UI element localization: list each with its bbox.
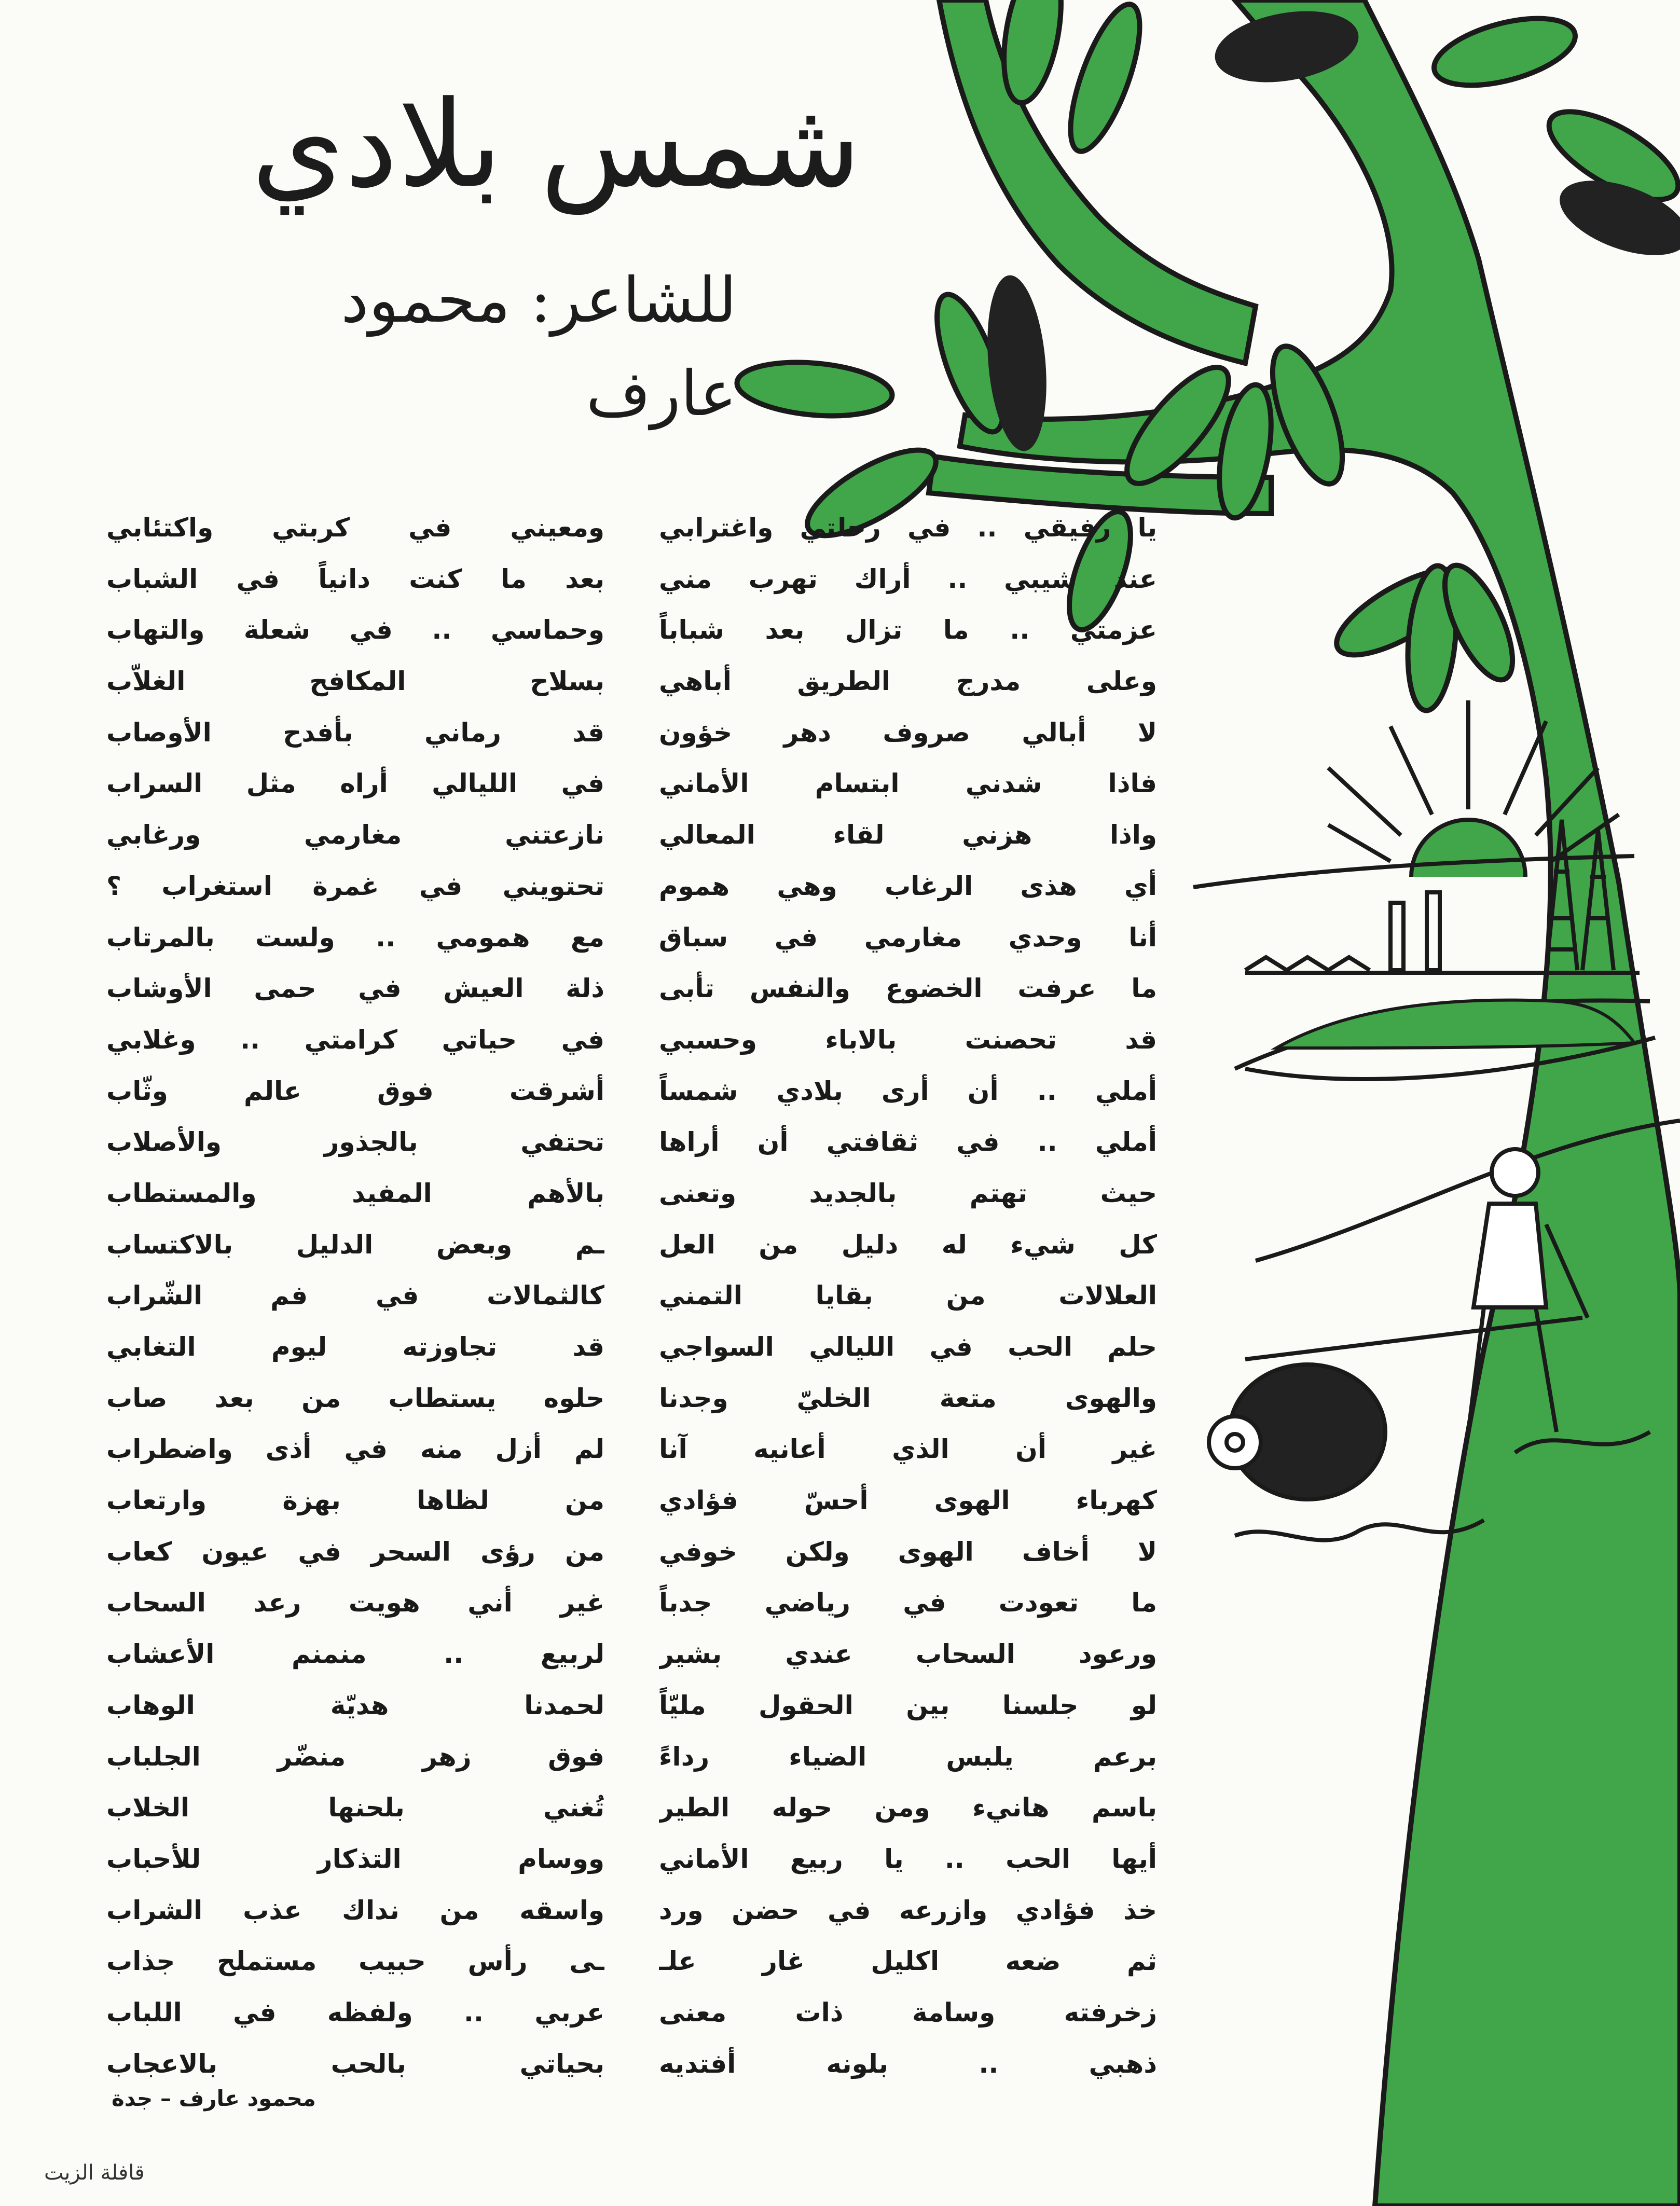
verse-line: فوق زهر منضّر الجلباب [106, 1741, 604, 1772]
verse-line: من لظاها بهزة وارتعاب [106, 1485, 604, 1516]
poem-column-right [659, 502, 1157, 2089]
verse-line: حلم الحب في الليالي السواجي [659, 1332, 1157, 1362]
verse-line: أشرقت فوق عالم وثّاب [106, 1076, 604, 1106]
verse-line: ـى رأس حبيب مستملح جذاب [106, 1946, 604, 1977]
verse-line: كهرباء الهوى أحسّ فؤادي [659, 1485, 1157, 1516]
verse-line: واذا هزني لقاء المعالي [659, 820, 1157, 850]
verse-line: وعلى مدرج الطريق أباهي [659, 666, 1157, 697]
verse-line: لم أزل منه في أذى واضطراب [106, 1434, 604, 1465]
verse-line: في الليالي أراه مثل السراب [106, 768, 604, 799]
verse-line: لو جلسنا بين الحقول مليّاً [659, 1690, 1157, 1720]
verse-line: ذهبي .. بلونه أفتديه [659, 2048, 1157, 2079]
verse-line: لحمدنا هديّة الوهاب [106, 1690, 604, 1720]
verse-line: كل شيء له دليل من العل [659, 1229, 1157, 1260]
verse-line: كالثمالات في فم الشّراب [106, 1280, 604, 1311]
verse-line: بعد ما كنت دانياً في الشباب [106, 563, 604, 594]
verse-line: ما تعودت في رياضي جدباً [659, 1588, 1157, 1618]
verse-line: وحماسي .. في شعلة والتهاب [106, 615, 604, 645]
verse-line: عزمتي .. ما تزال بعد شباباً [659, 615, 1157, 645]
verse-line: غير أن الذي أعانيه آنا [659, 1434, 1157, 1465]
verse-line: تحتفي بالجذور والأصلاب [106, 1127, 604, 1157]
verse-line: واسقه من نداك عذب الشراب [106, 1895, 604, 1925]
verse-line: لربيع .. منمنم الأعشاب [106, 1639, 604, 1670]
verse-line: حيث تهتم بالجديد وتعنى [659, 1178, 1157, 1208]
verse-line: قد رماني بأفدح الأوصاب [106, 717, 604, 748]
magazine-footer: قافلة الزيت [44, 2161, 145, 2185]
verse-line: تحتويني في غمرة استغراب ؟ [106, 871, 604, 901]
verse-line: من رؤى السحر في عيون كعاب [106, 1536, 604, 1567]
verse-line: ثم ضعه اكليل غار علـ [659, 1946, 1157, 1977]
verse-line: والهوى متعة الخليّ وجدنا [659, 1383, 1157, 1413]
verse-line: زخرفته وسامة ذات معنى [659, 1997, 1157, 2028]
verse-line: بالأهم المفيد والمستطاب [106, 1178, 604, 1208]
verse-line: حلوه يستطاب من بعد صاب [106, 1383, 604, 1413]
verse-line: عربي .. ولفظه في اللباب [106, 1997, 604, 2028]
verse-line: بسلاح المكافح الغلاّب [106, 666, 604, 697]
verse-line: عند شيبي .. أراك تهرب مني [659, 563, 1157, 594]
verse-line: أملي .. أن أرى بلادي شمساً [659, 1076, 1157, 1106]
verse-line: فاذا شدني ابتسام الأماني [659, 768, 1157, 799]
verse-line: خذ فؤادي وازرعه في حضن ورد [659, 1895, 1157, 1925]
verse-line: مع همومي .. ولست بالمرتاب [106, 922, 604, 953]
poet-byline: للشاعر: محمود عارف [341, 265, 737, 430]
verse-line: تُغني بلحنها الخلاب [106, 1793, 604, 1823]
verse-line: في حياتي كرامتي .. وغلابي [106, 1024, 604, 1055]
verse-line: غير أني هويت رعد السحاب [106, 1588, 604, 1618]
verse-line: أي هذى الرغاب وهي هموم [659, 871, 1157, 901]
poem-column-left [106, 502, 604, 2089]
verse-line: ـم وبعض الدليل بالاكتساب [106, 1229, 604, 1260]
verse-line: أيها الحب .. يا ربيع الأماني [659, 1843, 1157, 1874]
verse-line: نازعتني مغارمي ورغابي [106, 820, 604, 850]
verse-line: لا أبالي صروف دهر خؤون [659, 717, 1157, 748]
author-signature: محمود عارف – جدة [112, 2086, 316, 2111]
verse-line: العلالات من بقايا التمني [659, 1280, 1157, 1311]
verse-line: برعم يلبس الضياء رداءً [659, 1741, 1157, 1772]
verse-line: قد تحصنت بالاباء وحسبي [659, 1024, 1157, 1055]
verse-line: لا أخاف الهوى ولكن خوفي [659, 1536, 1157, 1567]
verse-line: باسم هانيء ومن حوله الطير [659, 1793, 1157, 1823]
verse-line: ومعيني في كربتي واكتئابي [106, 513, 604, 543]
verse-line: أنا وحدي مغارمي في سباق [659, 922, 1157, 953]
verse-line: يا رفيقي .. في رحلتي واغترابي [659, 513, 1157, 543]
palm-grove-icon [1276, 1000, 1634, 1048]
verse-line: ما عرفت الخضوع والنفس تأبى [659, 973, 1157, 1004]
verse-line: ورعود السحاب عندي بشير [659, 1639, 1157, 1670]
verse-line: ذلة العيش في حمى الأوشاب [106, 973, 604, 1004]
verse-line: ووسام التذكار للأحباب [106, 1843, 604, 1874]
verse-line: بحياتي بالحب بالاعجاب [106, 2048, 604, 2079]
verse-line: قد تجاوزته ليوم التغابي [106, 1332, 604, 1362]
verse-line: أملي .. في ثقافتي أن أراها [659, 1127, 1157, 1157]
poem-title: شمس بلادي [251, 76, 861, 214]
